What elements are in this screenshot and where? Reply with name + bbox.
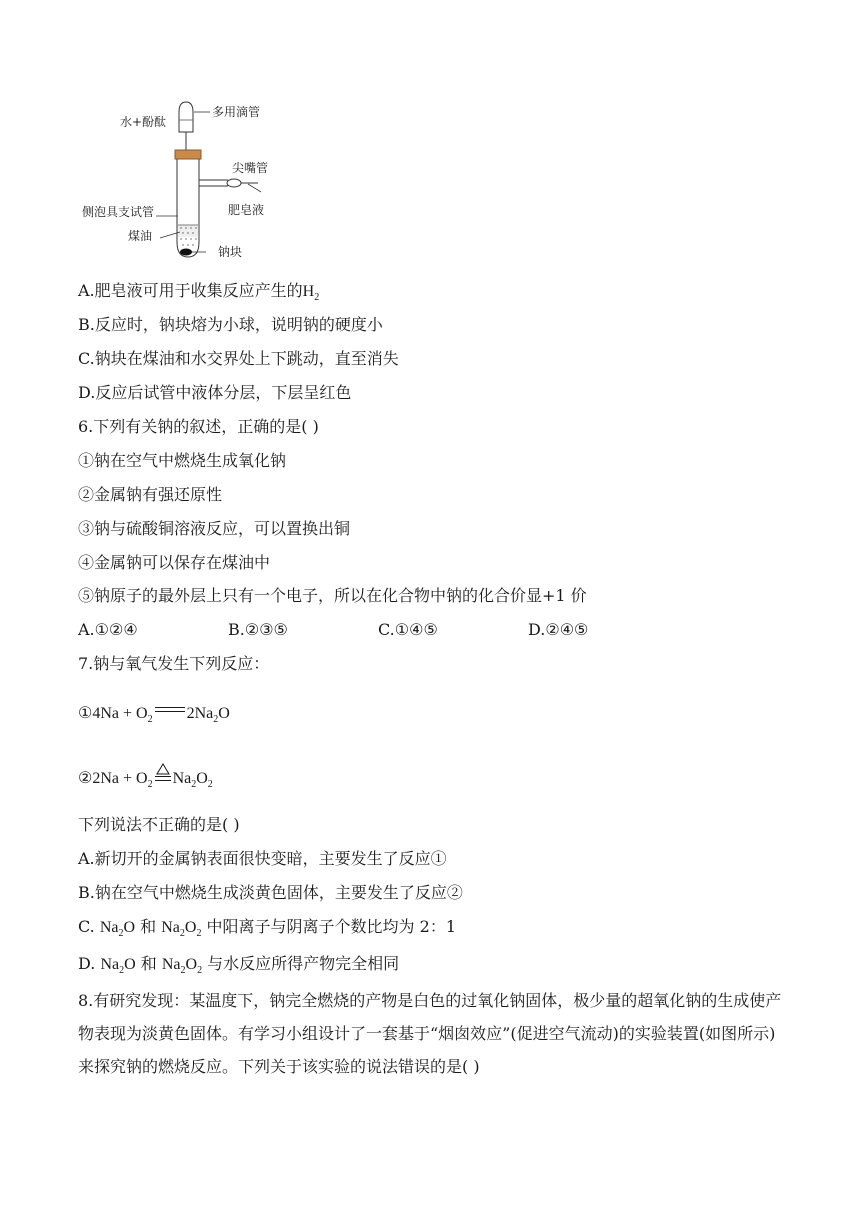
q7-equation-1: ①4Na + $O_2$ $2Na_2O$ (78, 703, 230, 725)
rubber-stopper (175, 150, 201, 159)
q8-stem: 8.有研究发现：某温度下，钠完全燃烧的产物是白色的过氧化钠固体，极少量的超氧化钠的生成使产物表现为淡黄色固体。有学习小组设计了一套基于“烟囱效应”(促进空气流动)的实验装置(如图所示)来探究钠的燃烧反应。下列关于该实验的说法错误的是( ) (78, 991, 782, 1076)
q7-stem: 7.钠与氧气发生下列反应： (78, 654, 270, 673)
heating-sign (155, 763, 171, 785)
triangle-heat-icon (156, 763, 170, 775)
label-water-phenolphthalein: 水+酚酞 (120, 115, 167, 129)
q6-stem: 6.下列有关钠的叙述，正确的是( ) (78, 417, 319, 436)
side-arm (199, 180, 228, 186)
label-sodium-block: 钠块 (218, 245, 243, 259)
q7-option-b: B.钠在空气中燃烧生成淡黄色固体，主要发生了反应② (78, 883, 463, 902)
equals-sign (155, 704, 185, 716)
q6-option-b: B.②③⑤ (228, 620, 288, 639)
q7-option-a: A.新切开的金属钠表面很快变暗，主要发生了反应① (78, 849, 447, 868)
q6-item-1: ①钠在空气中燃烧生成氧化钠 (78, 451, 287, 470)
q5-option-d: D.反应后试管中液体分层，下层呈红色 (78, 383, 352, 402)
q6-item-5: ⑤钠原子的最外层上只有一个电子，所以在化合物中钠的化合价显+1 价 (78, 586, 587, 605)
dropper-bulb (179, 102, 193, 132)
h2-formula: $H_2$ (302, 283, 320, 303)
sodium-block (180, 249, 192, 256)
q6-item-3: ③钠与硫酸铜溶液反应，可以置换出铜 (78, 519, 351, 538)
apparatus-figure (78, 92, 298, 272)
q7-option-c: C. $Na_2O$ 和 $Na_2O_2$ 中阳离子与阴离子个数比均为 2：1 (78, 917, 457, 939)
label-dropper: 多用滴管 (212, 105, 261, 119)
q6-option-d: D.②④⑤ (528, 620, 589, 639)
q6-item-4: ④金属钠可以保存在煤油中 (78, 553, 271, 572)
side-arm-test-tube (177, 159, 199, 257)
soap-pointer (248, 184, 261, 192)
label-kerosene: 煤油 (128, 229, 153, 243)
q6-option-a: A.①②④ (78, 620, 138, 639)
q7-option-d: D. $Na_2O$ 和 $Na_2O_2$ 与水反应所得产物完全相同 (78, 954, 400, 976)
nozzle-bulb (227, 179, 241, 187)
q5-option-a: A.肥皂液可用于收集反应产生的$H_2$ (78, 281, 320, 303)
label-side-tube: 侧泡具支试管 (82, 205, 155, 219)
label-soap: 肥皂液 (228, 203, 265, 217)
q6-option-c: C.①④⑤ (378, 620, 438, 639)
q7-equation-2: ②2Na + $O_2$ $Na_2O_2$ (78, 763, 213, 788)
label-nozzle: 尖嘴管 (232, 161, 269, 175)
kerosene-layer (178, 225, 198, 237)
q7-question: 下列说法不正确的是( ) (78, 815, 240, 834)
q5-option-c: C.钠块在煤油和水交界处上下跳动，直至消失 (78, 349, 399, 368)
q5-option-b: B.反应时，钠块熔为小球，说明钠的硬度小 (78, 315, 383, 334)
q6-item-2: ②金属钠有强还原性 (78, 485, 223, 504)
